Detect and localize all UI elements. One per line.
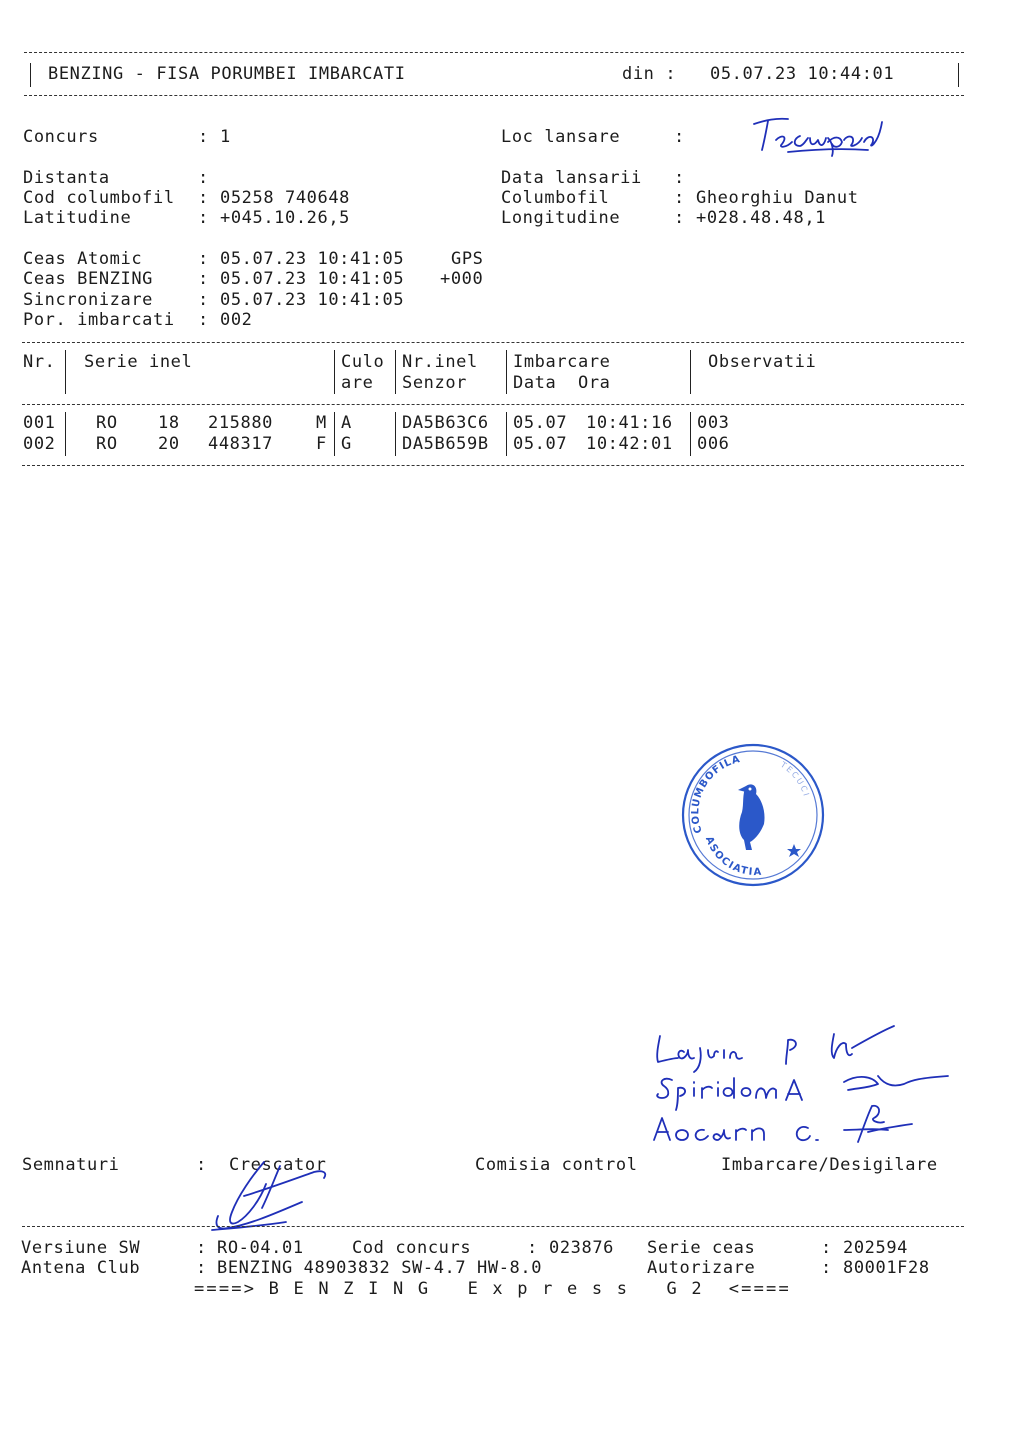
- data-lansarii-colon: :: [674, 168, 685, 188]
- cell-obs: 006: [697, 434, 730, 454]
- cell-sex: M: [316, 413, 327, 433]
- loc-lansare-colon: :: [674, 127, 685, 147]
- cod-columbofil-colon: :: [198, 188, 209, 208]
- col-sep-5: [690, 350, 691, 394]
- header-date-value: 05.07.23 10:44:01: [710, 64, 895, 84]
- th-serie-inel: Serie inel: [84, 352, 193, 372]
- concurs-label: Concurs: [23, 127, 99, 147]
- row-col-sep-1: [65, 412, 66, 456]
- concurs-colon: :: [198, 127, 209, 147]
- data-lansarii-label: Data lansarii: [501, 168, 642, 188]
- cell-country: RO: [96, 434, 118, 454]
- cod-concurs-value: 023876: [549, 1238, 615, 1258]
- latitudine-label: Latitudine: [23, 208, 132, 228]
- cell-color: A: [341, 413, 352, 433]
- stamp-text-bottom: ASOCIATIA: [702, 835, 763, 879]
- col-sep-3: [395, 350, 396, 394]
- cell-nr: 001: [23, 413, 56, 433]
- table-header-bottom: [22, 404, 964, 405]
- ceas-atomic-colon: :: [198, 249, 209, 269]
- stamp-text-right: TECUCI: [778, 760, 812, 799]
- cell-sex: F: [316, 434, 327, 454]
- header-top-border: [24, 52, 964, 53]
- latitudine-value: +045.10.26,5: [220, 208, 351, 228]
- sincronizare-label: Sincronizare: [23, 290, 154, 310]
- col-sep-4: [506, 350, 507, 394]
- header-left-border: [30, 63, 31, 87]
- versiune-colon: :: [196, 1238, 207, 1258]
- ceas-atomic-label: Ceas Atomic: [23, 249, 143, 269]
- header-bottom-border: [24, 95, 964, 96]
- col-sep-2: [334, 350, 335, 394]
- star-icon: [787, 844, 801, 857]
- por-imbarcati-colon: :: [198, 310, 209, 330]
- serie-ceas-value: 202594: [843, 1238, 909, 1258]
- distanta-colon: :: [198, 168, 209, 188]
- columbofil-colon: :: [674, 188, 685, 208]
- cell-color: G: [341, 434, 352, 454]
- row-col-sep-5: [690, 412, 691, 456]
- row-col-sep-4: [506, 412, 507, 456]
- ceas-benzing-suffix: +000: [440, 269, 484, 289]
- th-culoare-2: are: [341, 373, 374, 393]
- antena-colon: :: [196, 1258, 207, 1278]
- ceas-atomic-value: 05.07.23 10:41:05: [220, 249, 405, 269]
- header-title: BENZING - FISA PORUMBEI IMBARCATI: [48, 64, 406, 84]
- columbofil-value: Gheorghiu Danut: [696, 188, 859, 208]
- cell-time: 10:41:16: [586, 413, 673, 433]
- th-observatii: Observatii: [708, 352, 817, 372]
- semnaturi-colon: :: [196, 1155, 207, 1175]
- loc-lansare-handwriting: [748, 112, 893, 160]
- club-stamp: [680, 742, 826, 888]
- cod-concurs-label: Cod concurs: [352, 1238, 472, 1258]
- th-nr: Nr.: [23, 352, 56, 372]
- longitudine-colon: :: [674, 208, 685, 228]
- ceas-benzing-value: 05.07.23 10:41:05: [220, 269, 405, 289]
- row-col-sep-3: [395, 412, 396, 456]
- por-imbarcati-label: Por. imbarcati: [23, 310, 175, 330]
- cod-columbofil-label: Cod columbofil: [23, 188, 175, 208]
- cell-date: 05.07: [513, 434, 568, 454]
- cell-ring: 448317: [208, 434, 274, 454]
- por-imbarcati-value: 002: [220, 310, 253, 330]
- th-nr-inel-2: Senzor: [402, 373, 468, 393]
- ceas-benzing-colon: :: [198, 269, 209, 289]
- distanta-label: Distanta: [23, 168, 110, 188]
- cell-sensor: DA5B63C6: [402, 413, 489, 433]
- th-imbarcare-2: Data Ora: [513, 373, 611, 393]
- col-sep-1: [65, 350, 66, 394]
- cod-columbofil-value: 05258 740648: [220, 188, 351, 208]
- cell-country: RO: [96, 413, 118, 433]
- autorizare-value: 80001F28: [843, 1258, 930, 1278]
- versiune-value: RO-04.01: [217, 1238, 304, 1258]
- ceas-benzing-label: Ceas BENZING: [23, 269, 154, 289]
- footer-top-border: [22, 1226, 964, 1227]
- cell-sensor: DA5B659B: [402, 434, 489, 454]
- commission-handwriting: [648, 1018, 958, 1148]
- latitudine-colon: :: [198, 208, 209, 228]
- table-bottom-border: [22, 465, 964, 466]
- autorizare-label: Autorizare: [647, 1258, 756, 1278]
- th-nr-inel-1: Nr.inel: [402, 352, 478, 372]
- breeder-signature: [204, 1156, 344, 1236]
- comisia-label: Comisia control: [475, 1155, 638, 1175]
- cell-year: 18: [158, 413, 180, 433]
- header-right-border: [958, 63, 959, 87]
- antena-label: Antena Club: [21, 1258, 141, 1278]
- th-imbarcare-1: Imbarcare: [513, 352, 611, 372]
- antena-value: BENZING 48903832 SW-4.7 HW-8.0: [217, 1258, 543, 1278]
- cell-time: 10:42:01: [586, 434, 673, 454]
- crescator-label: Crescator: [229, 1155, 327, 1175]
- sincronizare-value: 05.07.23 10:41:05: [220, 290, 405, 310]
- pigeon-icon: [738, 784, 765, 850]
- header-date-label: din :: [622, 64, 677, 84]
- columbofil-label: Columbofil: [501, 188, 610, 208]
- cod-concurs-colon: :: [527, 1238, 538, 1258]
- row-col-sep-2: [334, 412, 335, 456]
- imbarcare-label: Imbarcare/Desigilare: [721, 1155, 938, 1175]
- longitudine-label: Longitudine: [501, 208, 621, 228]
- ceas-atomic-suffix: GPS: [451, 249, 484, 269]
- cell-ring: 215880: [208, 413, 274, 433]
- versiune-label: Versiune SW: [21, 1238, 141, 1258]
- cell-date: 05.07: [513, 413, 568, 433]
- sincronizare-colon: :: [198, 290, 209, 310]
- table-top-border: [22, 342, 964, 343]
- cell-obs: 003: [697, 413, 730, 433]
- cell-nr: 002: [23, 434, 56, 454]
- serie-ceas-label: Serie ceas: [647, 1238, 756, 1258]
- loc-lansare-label: Loc lansare: [501, 127, 621, 147]
- concurs-value: 1: [220, 127, 231, 147]
- autorizare-colon: :: [821, 1258, 832, 1278]
- brand-line: ====> B E N Z I N G E x p r e s s G 2 <====: [194, 1279, 791, 1299]
- stamp-text-top: COLUMBOFILA: [690, 753, 742, 835]
- longitudine-value: +028.48.48,1: [696, 208, 827, 228]
- th-culoare-1: Culo: [341, 352, 385, 372]
- cell-year: 20: [158, 434, 180, 454]
- semnaturi-label: Semnaturi: [22, 1155, 120, 1175]
- serie-ceas-colon: :: [821, 1238, 832, 1258]
